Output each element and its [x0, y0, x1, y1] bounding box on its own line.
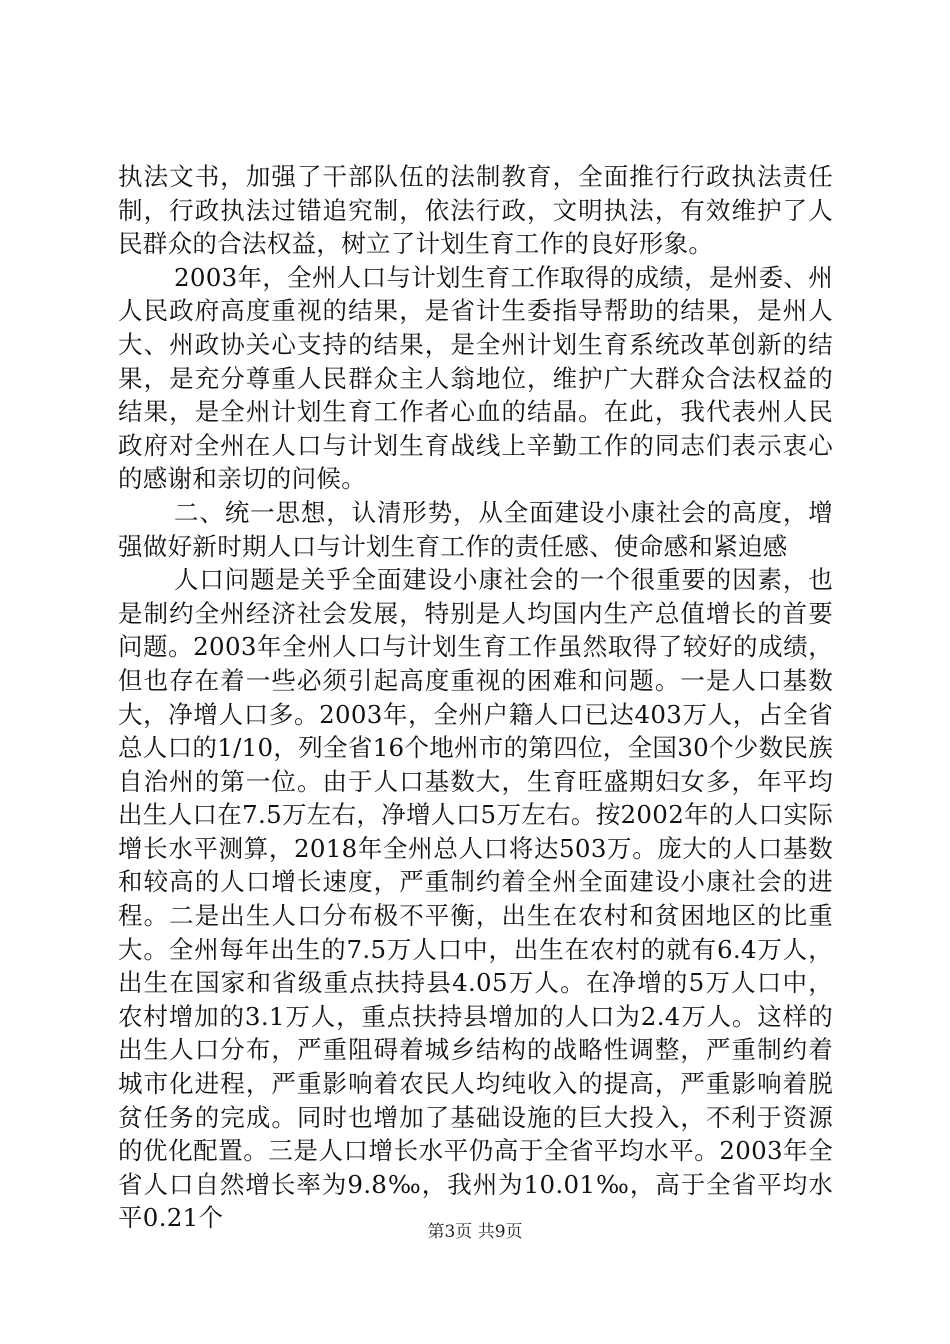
- paragraph-continuation: 执法文书，加强了干部队伍的法制教育，全面推行行政执法责任制，行政执法过错追究制，依法行政，文明执法，有效维护了人民群众的合法权益，树立了计划生育工作的良好形象。: [118, 162, 833, 259]
- document-body: [118, 160, 833, 1235]
- paragraph-achievements-summary: 2003年，全州人口与计划生育工作取得的成绩，是州委、州人民政府高度重视的结果，是省计生委指导帮助的结果，是州人大、州政协关心支持的结果，是全州计划生育系统改革创新的结果，是充分尊重人民群众主人翁地位，维护广大群众合法权益的结果，是全州计划生育工作者心血的结晶。在此，我代表州人民政府对全州在人口与计划生育战线上辛勤工作的同志们表示衷心的感谢和亲切的问候。: [118, 262, 833, 494]
- page-number-footer: 第3页 共9页: [427, 1222, 523, 1242]
- section-heading: 二、统一思想，认清形势，从全面建设小康社会的高度，增强做好新时期人口与计划生育工作的责任感、使命感和紧迫感: [118, 497, 833, 561]
- paragraph-population-problems: 人口问题是关乎全面建设小康社会的一个很重要的因素，也是制约全州经济社会发展，特别是人均国内生产总值增长的首要问题。2003年全州人口与计划生育工作虽然取得了较好的成绩，但也存在着一些必须引起高度重视的困难和问题。一是人口基数大，净增人口多。2003年，全州户籍人口已达403万人，占全省总人口的1/10，列全省16个地州市的第四位，全国30个少数民族自治州的第一位。由于人口基数大，生育旺盛期妇女多，年平均出生人口在7.5万左右，净增人口5万左右。按2002年的人口实际增长水平测算，2018年全州总人口将达503万。庞大的人口基数和较高的人口增长速度，严重制约着全州全面建设小康社会的进程。二是出生人口分布极不平衡，出生在农村和贫困地区的比重大。全州每年出生的7.5万人口中，出生在农村的就有6.4万人，出生在国家和省级重点扶持县4.05万人。在净增的5万人口中，农村增加的3.1万人，重点扶持县增加的人口为2.4万人。这样的出生人口分布，严重阻碍着城乡结构的战略性调整，严重制约着城市化进程，严重影响着农民人均纯收入的提高，严重影响着脱贫任务的完成。同时也增加了基础设施的巨大投入，不利于资源的优化配置。三是人口增长水平仍高于全省平均水平。2003年全省人口自然增长率为9.8‰，我州为10.01‰，高于全省平均水平0.21个: [118, 565, 833, 1233]
